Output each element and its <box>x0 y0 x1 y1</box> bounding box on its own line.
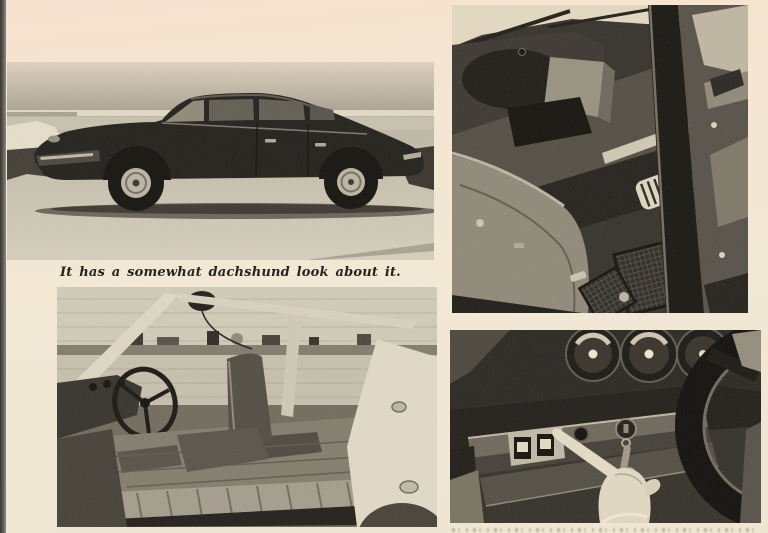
photo-dashboard-detail <box>450 330 761 523</box>
page-left-edge <box>0 0 6 533</box>
photo-car-side-view <box>7 62 434 260</box>
photo-rear-interior <box>452 5 748 313</box>
photo-chassis-workshop <box>57 287 437 527</box>
cropped-caption-fragment <box>452 528 754 532</box>
photo-caption: It has a somewhat dachshund look about it. <box>60 265 401 280</box>
